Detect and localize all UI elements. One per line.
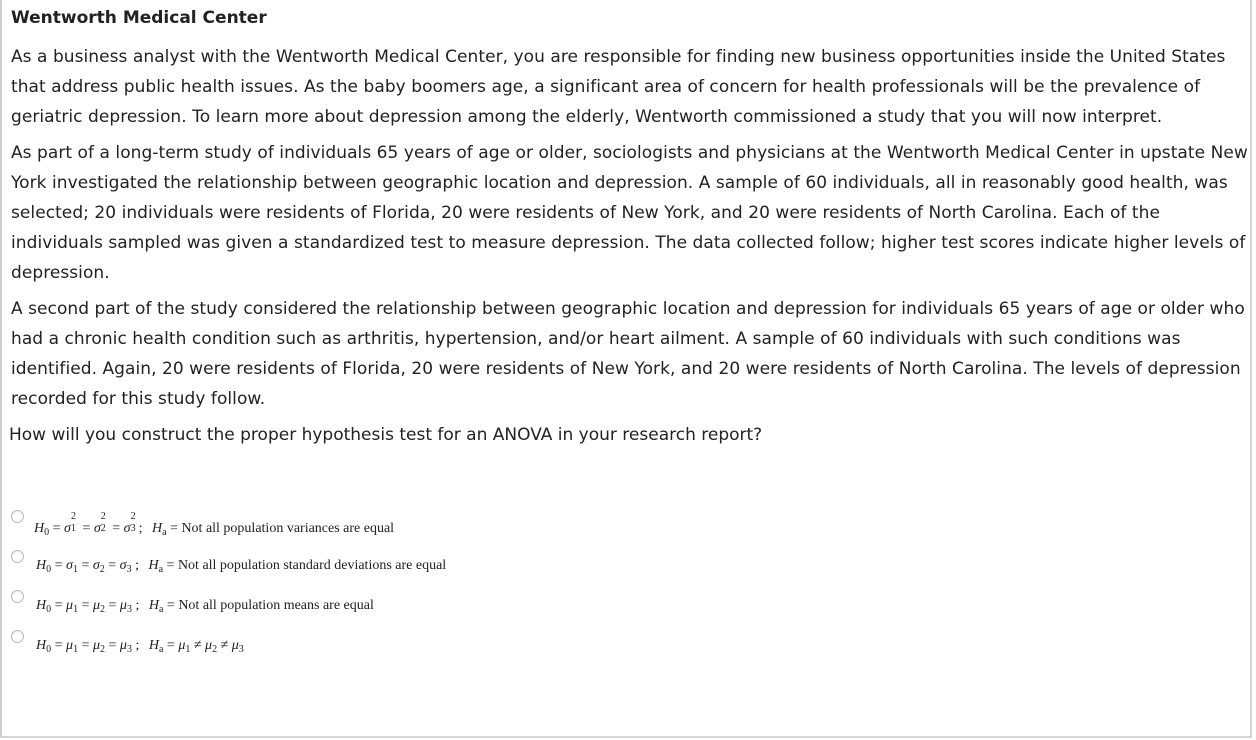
option-2-label: Not all population standard deviations are equal [177,558,447,573]
study-paragraph-1: As part of a long-term study of individuals 65 years of age or older, sociologists and physicians at the Wentworth Medical Center in upstate New York investigated the relationship between geographic location and depression. A sample of 60 individuals, all in reasonably good health, was selected; 20 individuals were residents of Florida, 20 were residents of New York, and 20 were residents of North Carolina. Each of the individuals sampled was given a standardized test to measure depression. The data collected follow; higher test scores indicate higher levels of depression. [11,143,1248,283]
case-title: Wentworth Medical Center [11,8,267,28]
option-4-formula: $H_0 = \mu_1 = \mu_2 = \mu_3$ ; $H_a = \mu_1 \ne \mu_2 \ne \mu_3$ [36,638,244,655]
radio-option-1[interactable] [11,510,24,523]
question-text: How will you construct the proper hypothesis test for an ANOVA in your research report? [9,425,763,445]
option-3-formula: $H_0 = \mu_1 = \mu_2 = \mu_3$ ; $H_a$ = Not all population means are equal [36,598,374,615]
study-paragraph-2: A second part of the study considered the relationship between geographic location and depression for individuals 65 years of age or older who had a chronic health condition such as arthritis, hypertension, and/or heart ailment. A sample of 60 individuals with such conditions was identified. Again, 20 were residents of Florida, 20 were residents of New York, and 20 were residents of North Carolina. The levels of depression recorded for this study follow. [11,299,1245,409]
radio-option-4[interactable] [11,630,24,643]
option-1-label: Not all population variances are equal [181,521,395,536]
option-2-formula: $H_0 = \sigma_1 = \sigma_2 = \sigma_3$ ; $H_a$ = Not all population standard deviations are equal [36,558,447,575]
option-3-label: Not all population means are equal [178,598,374,613]
question-content [9,6,1251,450]
radio-option-2[interactable] [11,550,24,563]
option-1-formula: $H_0 = \sigma$ 2 1 = σ 2 2 = σ 2 3 ; $H_a$ = Not all population variances are equal [34,511,395,538]
intro-paragraph: As a business analyst with the Wentworth Medical Center, you are responsible for finding new business opportunities inside the United States that address public health issues. As the baby boomers age, a significant area of concern for health professionals will be the prevalence of geriatric depression. To learn more about depression among the elderly, Wentworth commissioned a study that you will now interpret. [11,47,1226,127]
radio-option-3[interactable] [11,590,24,603]
